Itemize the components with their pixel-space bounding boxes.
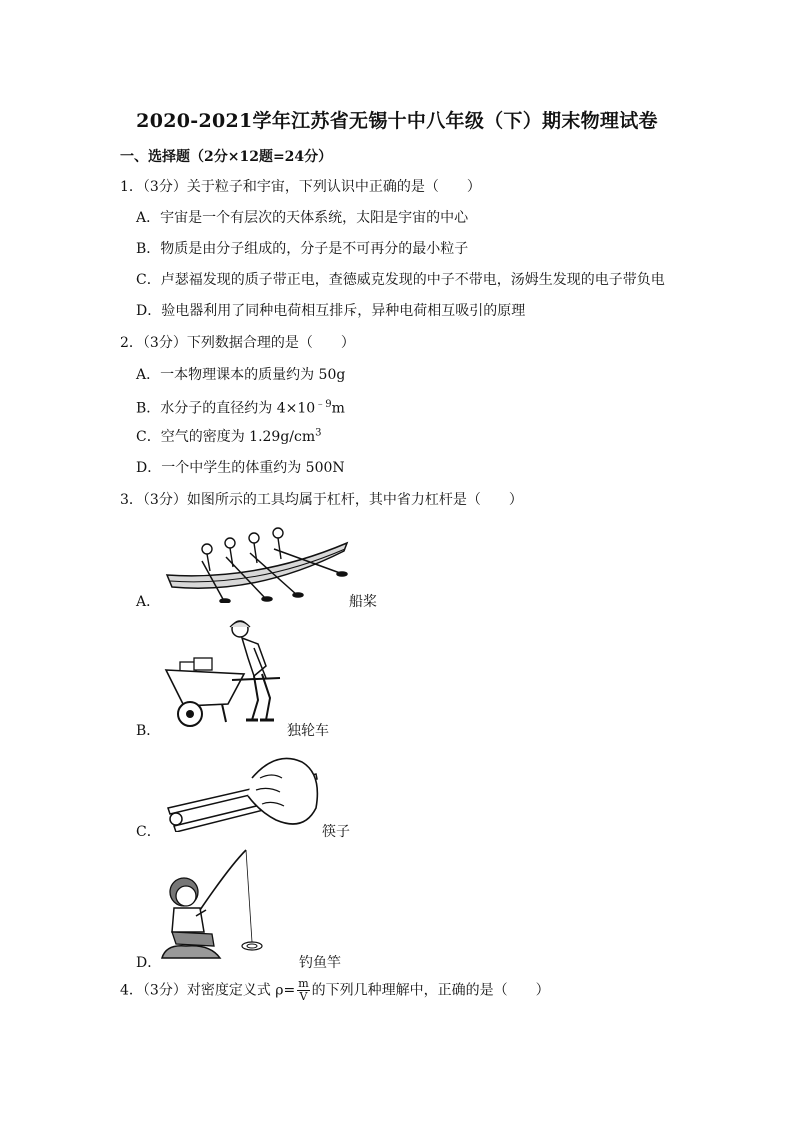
question-3-caption-c: 筷子 (322, 824, 350, 840)
chopsticks-illustration (164, 748, 322, 832)
question-3-option-c-letter: C． (136, 824, 161, 840)
question-3-option-d-letter: D． (136, 955, 162, 971)
question-3-caption-a: 船桨 (349, 594, 377, 610)
section-heading: 一、选择题（2分×12题=24分） (120, 149, 333, 165)
question-4-stem-start: 4．（3分）对密度定义式 ρ= (120, 982, 296, 999)
page-title: 2020-2021学年江苏省无锡十中八年级（下）期末物理试卷 (136, 110, 658, 132)
question-3-caption-b: 独轮车 (287, 723, 329, 739)
density-fraction (297, 978, 309, 1003)
question-3-caption-d: 钓鱼竿 (299, 955, 341, 971)
fraction-numerator: m (298, 977, 309, 990)
option-c-text: C．空气的密度为 1.29g/cm (136, 429, 316, 445)
question-2-option-a: A．一本物理课本的质量约为 50g (136, 367, 346, 383)
question-3-option-a-letter: A． (136, 594, 161, 610)
question-4-stem-end: 的下列几种理解中，正确的是（ ） (311, 982, 550, 999)
question-1-option-c: C．卢瑟福发现的质子带正电，查德威克发现的中子不带电，汤姆生发现的电子带负电 (136, 272, 665, 288)
question-1-option-a: A．宇宙是一个有层次的天体系统，太阳是宇宙的中心 (136, 210, 469, 226)
question-1-option-b: B．物质是由分子组成的，分子是不可再分的最小粒子 (136, 241, 469, 257)
question-1-stem: 1．（3分）关于粒子和宇宙，下列认识中正确的是（ ） (120, 179, 481, 195)
question-1-option-d: D．验电器利用了同种电荷相互排斥，异种电荷相互吸引的原理 (136, 303, 526, 319)
fraction-denominator: V (299, 990, 308, 1003)
question-4-stem (120, 978, 550, 1003)
question-3-option-b-letter: B． (136, 723, 161, 739)
rowing-boat-illustration (162, 525, 352, 603)
question-3-stem: 3．（3分）如图所示的工具均属于杠杆，其中省力杠杆是（ ） (120, 492, 523, 508)
option-b-text: B．水分子的直径约为 4×10 (136, 400, 316, 417)
option-b-exponent: ﹣9 (315, 399, 332, 410)
question-2-stem: 2．（3分）下列数据合理的是（ ） (120, 335, 355, 351)
option-c-exponent: 3 (315, 427, 322, 439)
wheelbarrow-illustration (162, 618, 287, 730)
question-2-option-d: D．一个中学生的体重约为 500N (136, 460, 345, 476)
fishing-rod-illustration (160, 846, 275, 964)
question-2-option-c (136, 426, 322, 446)
option-b-unit: m (331, 400, 345, 417)
question-2-option-b (136, 395, 345, 418)
